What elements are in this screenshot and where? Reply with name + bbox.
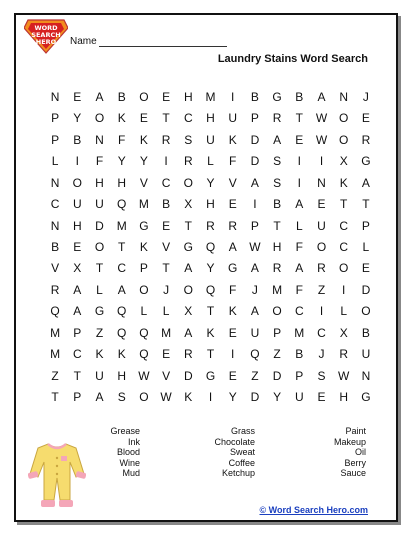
grid-letter: Z (273, 347, 281, 362)
grid-letter: P (51, 132, 60, 147)
grid-letter: E (162, 89, 171, 104)
grid-letter: B (162, 197, 171, 212)
grid-letter: E (162, 347, 171, 362)
grid-letter: Y (117, 154, 126, 169)
grid-letter: H (183, 89, 193, 104)
grid-letter: O (139, 390, 149, 405)
grid-letter: O (183, 282, 193, 297)
grid-letter: C (183, 111, 193, 126)
grid-letter: Q (139, 325, 149, 340)
grid-letter: L (295, 218, 303, 233)
grid-letter: V (51, 261, 60, 276)
grid-letter: K (139, 132, 148, 147)
word-list-column-1 (96, 426, 140, 479)
grid-letter: M (272, 282, 283, 297)
grid-letter: E (73, 239, 82, 254)
grid-letter: G (361, 154, 371, 169)
grid-letter: I (164, 154, 168, 169)
grid-letter: K (228, 132, 237, 147)
name-label: Name (70, 36, 97, 47)
grid-letter: I (231, 347, 235, 362)
grid-letter: Y (273, 390, 282, 405)
grid-letter: A (273, 132, 282, 147)
grid-letter: O (94, 111, 105, 126)
grid-letter: M (161, 325, 172, 340)
grid-letter: E (361, 111, 370, 126)
grid-letter: E (73, 89, 82, 104)
word-item: Ink (127, 436, 140, 447)
grid-letter: L (207, 154, 214, 169)
grid-letter: P (250, 218, 259, 233)
grid-letter: D (250, 154, 260, 169)
letter-grid (44, 86, 377, 408)
grid-letter: O (139, 282, 149, 297)
grid-letter: R (361, 132, 371, 147)
grid-letter: D (250, 390, 260, 405)
grid-letter: U (361, 347, 371, 362)
grid-letter: Q (205, 282, 216, 297)
grid-letter: L (362, 239, 370, 254)
grid-letter: U (72, 197, 82, 212)
grid-letter: R (272, 261, 282, 276)
word-item: Makeup (333, 436, 366, 447)
grid-letter: I (319, 154, 324, 169)
grid-letter: E (228, 325, 237, 340)
grid-letter: S (317, 368, 326, 383)
grid-letter: M (294, 325, 305, 340)
grid-letter: G (139, 218, 149, 233)
grid-letter: J (251, 282, 258, 297)
grid-letter: P (273, 325, 282, 340)
grid-letter: P (73, 325, 82, 340)
grid-letter: R (272, 111, 282, 126)
grid-letter: P (361, 218, 370, 233)
grid-letter: N (339, 89, 349, 104)
word-item: Oil (355, 447, 366, 457)
grid-letter: Y (228, 390, 237, 405)
grid-letter: Z (95, 325, 104, 340)
word-item: Sauce (340, 468, 366, 478)
grid-letter: H (117, 175, 127, 190)
grid-letter: X (73, 261, 82, 276)
grid-letter: A (73, 304, 82, 319)
grid-letter: G (272, 89, 282, 104)
grid-letter: G (228, 261, 238, 276)
grid-letter: E (228, 197, 237, 212)
grid-letter: I (253, 197, 257, 212)
grid-letter: V (228, 175, 237, 190)
grid-letter: W (160, 390, 172, 405)
grid-letter: E (361, 261, 370, 276)
grid-letter: S (117, 390, 126, 405)
grid-letter: O (183, 175, 193, 190)
grid-letter: U (95, 368, 104, 383)
grid-letter: C (317, 325, 326, 340)
grid-letter: W (315, 132, 328, 147)
grid-letter: H (206, 197, 215, 212)
grid-letter: H (272, 239, 282, 254)
logo-line-3: HERO (35, 38, 57, 46)
grid-letter: T (73, 368, 81, 383)
word-search-hero-logo (24, 18, 68, 54)
grid-letter: K (95, 347, 104, 362)
grid-letter: J (318, 347, 325, 362)
grid-letter: L (96, 282, 103, 297)
grid-letter: G (94, 304, 105, 319)
grid-letter: O (272, 304, 282, 319)
grid-letter: N (50, 175, 60, 190)
grid-letter: N (50, 218, 60, 233)
grid-letter: G (205, 368, 216, 383)
grid-letter: O (139, 89, 149, 104)
grid-letter: W (249, 239, 261, 254)
grid-letter: A (250, 304, 259, 319)
grid-letter: G (183, 239, 193, 254)
grid-letter: W (315, 111, 328, 126)
grid-letter: Q (117, 325, 127, 340)
grid-letter: K (206, 325, 215, 340)
grid-letter: K (139, 239, 148, 254)
grid-letter: B (51, 239, 60, 254)
grid-letter: X (339, 154, 348, 169)
page-title: Laundry Stains Word Search (217, 53, 368, 65)
grid-letter: K (184, 390, 193, 405)
grid-letter: U (250, 325, 260, 340)
word-item: Berry (344, 457, 366, 468)
grid-letter: O (339, 132, 349, 147)
pajama-illustration (28, 440, 86, 510)
grid-letter: A (361, 175, 370, 190)
grid-letter: A (295, 261, 304, 276)
grid-letter: I (342, 282, 346, 297)
grid-letter: Q (205, 239, 216, 254)
grid-letter: O (316, 239, 327, 254)
grid-letter: T (162, 261, 170, 276)
grid-letter: T (295, 111, 303, 126)
logo-line-1: WORD (34, 24, 58, 32)
grid-letter: R (228, 218, 238, 233)
grid-letter: M (116, 218, 127, 233)
grid-letter: M (50, 347, 61, 362)
grid-letter: X (339, 325, 348, 340)
grid-letter: Q (50, 304, 60, 319)
grid-letter: U (317, 218, 326, 233)
grid-letter: R (50, 282, 60, 297)
grid-letter: J (163, 282, 170, 297)
grid-letter: E (228, 368, 237, 383)
grid-letter: C (50, 197, 60, 212)
grid-letter: F (229, 154, 237, 169)
grid-letter: D (272, 368, 282, 383)
grid-letter: F (95, 154, 104, 169)
grid-letter: Y (206, 261, 215, 276)
grid-letter: Q (117, 304, 127, 319)
grid-letter: F (295, 282, 303, 297)
logo-line-2: SEARCH (31, 31, 61, 39)
grid-letter: A (184, 325, 193, 340)
name-line (99, 46, 227, 47)
grid-letter: K (117, 111, 126, 126)
grid-letter: P (295, 368, 304, 383)
grid-letter: Q (139, 347, 149, 362)
word-item: Coffee (228, 457, 255, 468)
grid-letter: I (208, 390, 213, 405)
grid-letter: T (162, 111, 170, 126)
grid-letter: Y (73, 111, 82, 126)
grid-letter: D (250, 132, 260, 147)
grid-letter: C (339, 239, 349, 254)
word-item: Ketchup (221, 468, 255, 478)
grid-letter: C (117, 261, 127, 276)
grid-letter: N (95, 132, 104, 147)
grid-letter: C (161, 175, 171, 190)
grid-letter: O (339, 261, 349, 276)
grid-letter: Z (317, 282, 326, 297)
grid-letter: I (319, 304, 324, 319)
grid-letter: T (206, 347, 215, 362)
grid-letter: R (161, 132, 171, 147)
grid-letter: R (339, 347, 349, 362)
grid-letter: P (51, 111, 60, 126)
grid-letter: X (184, 197, 193, 212)
grid-letter: E (162, 218, 171, 233)
grid-letter: U (95, 197, 104, 212)
grid-letter: A (95, 89, 104, 104)
grid-letter: E (317, 390, 326, 405)
grid-letter: O (361, 304, 371, 319)
grid-letter: P (139, 261, 148, 276)
grid-letter: F (118, 132, 126, 147)
grid-letter: I (297, 154, 301, 169)
grid-letter: T (95, 261, 104, 276)
word-item: Sweat (229, 447, 255, 457)
grid-letter: F (295, 239, 303, 254)
grid-letter: I (75, 154, 79, 169)
grid-letter: A (228, 239, 237, 254)
grid-letter: H (117, 368, 127, 383)
grid-letter: N (361, 368, 371, 383)
grid-letter: P (73, 390, 82, 405)
grid-letter: L (51, 154, 59, 169)
word-list-column-3 (312, 426, 366, 479)
grid-letter: D (183, 368, 193, 383)
word-item: Grease (110, 426, 140, 436)
grid-letter: N (317, 175, 326, 190)
grid-letter: Y (139, 154, 148, 169)
grid-letter: M (205, 89, 216, 104)
grid-letter: A (250, 261, 259, 276)
grid-letter: Q (250, 347, 260, 362)
grid-letter: V (162, 239, 171, 254)
grid-letter: D (95, 218, 104, 233)
grid-letter: U (206, 132, 215, 147)
grid-letter: O (339, 111, 349, 126)
grid-letter: V (139, 175, 148, 190)
grid-letter: M (50, 325, 61, 340)
grid-letter: X (184, 304, 193, 319)
word-item: Paint (345, 426, 366, 436)
word-item: Grass (230, 426, 255, 436)
grid-letter: T (206, 304, 215, 319)
grid-letter: E (139, 111, 148, 126)
grid-letter: L (140, 304, 148, 319)
grid-letter: B (295, 89, 304, 104)
grid-letter: E (295, 132, 304, 147)
grid-letter: C (294, 304, 304, 319)
grid-letter: A (250, 175, 259, 190)
grid-letter: P (250, 111, 259, 126)
grid-letter: B (361, 325, 370, 340)
grid-letter: T (51, 390, 59, 405)
grid-letter: R (206, 218, 215, 233)
grid-letter: B (295, 347, 304, 362)
grid-letter: B (117, 89, 126, 104)
grid-letter: B (250, 89, 259, 104)
grid-letter: W (138, 368, 150, 383)
grid-letter: S (273, 154, 282, 169)
grid-letter: F (229, 282, 237, 297)
grid-letter: A (317, 89, 326, 104)
grid-letter: T (118, 239, 126, 254)
grid-letter: C (72, 347, 82, 362)
grid-letter: T (362, 197, 370, 212)
grid-letter: H (95, 175, 104, 190)
grid-letter: Z (51, 368, 59, 383)
grid-letter: B (73, 132, 82, 147)
grid-letter: H (206, 111, 215, 126)
grid-letter: O (72, 175, 82, 190)
grid-letter: R (183, 347, 193, 362)
grid-letter: K (339, 175, 348, 190)
grid-letter: T (184, 218, 192, 233)
grid-letter: A (73, 282, 82, 297)
grid-letter: O (94, 239, 105, 254)
grid-letter: K (117, 347, 126, 362)
footer-link[interactable]: © Word Search Hero.com (259, 505, 368, 515)
grid-letter: V (162, 368, 171, 383)
grid-letter: R (317, 261, 326, 276)
grid-letter: L (340, 304, 348, 319)
grid-letter: I (297, 175, 301, 190)
grid-letter: Z (251, 368, 259, 383)
grid-letter: B (273, 197, 282, 212)
grid-letter: Y (206, 175, 215, 190)
grid-letter: H (72, 218, 82, 233)
grid-letter: Q (117, 197, 127, 212)
grid-letter: S (273, 175, 282, 190)
grid-letter: D (361, 282, 371, 297)
grid-letter: W (338, 368, 350, 383)
word-list-column-2 (200, 426, 255, 479)
word-item: Blood (116, 447, 140, 457)
grid-letter: M (138, 197, 149, 212)
grid-letter: U (228, 111, 238, 126)
grid-letter: T (340, 197, 348, 212)
word-item: Chocolate (214, 436, 255, 447)
grid-letter: K (228, 304, 237, 319)
grid-letter: N (50, 89, 60, 104)
grid-letter: J (362, 89, 369, 104)
grid-letter: H (339, 390, 349, 405)
grid-letter: A (184, 261, 193, 276)
word-item: Wine (119, 457, 140, 468)
grid-letter: A (95, 390, 104, 405)
grid-letter: I (231, 89, 235, 104)
grid-letter: C (339, 218, 349, 233)
grid-letter: A (117, 282, 126, 297)
grid-letter: T (273, 218, 281, 233)
grid-letter: A (295, 197, 304, 212)
grid-letter: E (317, 197, 326, 212)
grid-letter: L (162, 304, 170, 319)
word-item: Mud (122, 468, 140, 478)
grid-letter: G (361, 390, 371, 405)
grid-letter: R (183, 154, 193, 169)
grid-letter: U (294, 390, 304, 405)
grid-letter: S (184, 132, 193, 147)
